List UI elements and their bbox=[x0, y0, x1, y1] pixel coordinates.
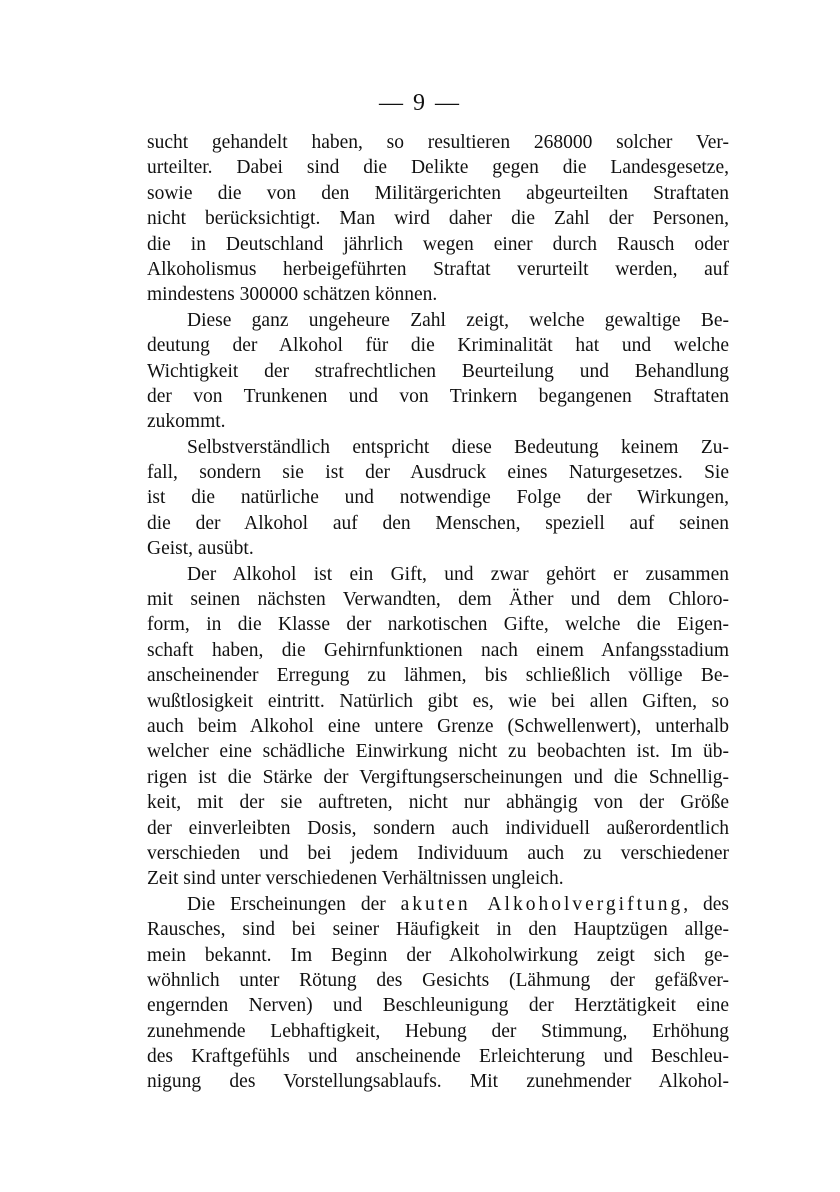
text-line: Alkoholismus herbeigeführten Straftat verurteilt werden, auf bbox=[147, 258, 729, 280]
text-line: die in Deutschland jährlich wegen einer durch Rausch oder bbox=[147, 233, 729, 255]
text-line: keit, mit der sie auftreten, nicht nur abhängig von der Größe bbox=[147, 792, 729, 814]
text-line: anscheinender Erregung zu lähmen, bis schließlich völlige Be- bbox=[147, 665, 729, 687]
text-line: Wichtigkeit der strafrechtlichen Beurteilung und Behandlung bbox=[147, 360, 729, 382]
text-line: zunehmende Lebhaftigkeit, Hebung der Stimmung, Erhöhung bbox=[147, 1020, 729, 1042]
text-line: Selbstverständlich entspricht diese Bedeutung keinem Zu- bbox=[187, 436, 729, 458]
text-line: rigen ist die Stärke der Vergiftungserscheinungen und die Schnellig- bbox=[147, 766, 729, 788]
text-line: die der Alkohol auf den Menschen, speziell auf seinen bbox=[147, 512, 729, 534]
text-line: nigung des Vorstellungsablaufs. Mit zunehmender Alkohol- bbox=[147, 1071, 729, 1093]
text-line: mindestens 300000 schätzen können. bbox=[147, 284, 438, 306]
text-line: fall, sondern sie ist der Ausdruck eines Naturgesetzes. Sie bbox=[147, 462, 729, 484]
text-line: sowie die von den Militärgerichten abgeurteilten Straftaten bbox=[147, 182, 729, 204]
text-line: auch beim Alkohol eine untere Grenze (Schwellenwert), unterhalb bbox=[147, 715, 729, 737]
text-line: sucht gehandelt haben, so resultieren 268000 solcher Ver- bbox=[147, 132, 729, 153]
text-line: wußtlosigkeit eintritt. Natürlich gibt es, wie bei allen Giften, so bbox=[147, 690, 729, 712]
text-line: nicht berücksichtigt. Man wird daher die Zahl der Personen, bbox=[147, 208, 729, 230]
text-line: Der Alkohol ist ein Gift, und zwar gehört er zusammen bbox=[187, 563, 729, 585]
text-line: zukommt. bbox=[147, 411, 226, 433]
text-line: Rausches, sind bei seiner Häufigkeit in den Hauptzügen allge- bbox=[147, 919, 729, 941]
text-fragment: Die Erscheinungen der bbox=[187, 893, 386, 915]
text-line: verschieden und bei jedem Individuum auch zu verschiedener bbox=[147, 842, 729, 864]
text-line: mit seinen nächsten Verwandten, dem Äther und dem Chloro- bbox=[147, 589, 729, 611]
page-number: — 9 — bbox=[379, 90, 461, 116]
text-line: der von Trunkenen und von Trinkern begangenen Straftaten bbox=[147, 385, 729, 407]
text-line: ist die natürliche und notwendige Folge der Wirkungen, bbox=[147, 487, 729, 509]
text-line: welcher eine schädliche Einwirkung nicht zu beobachten ist. Im üb- bbox=[147, 741, 729, 763]
text-line: Diese ganz ungeheure Zahl zeigt, welche gewaltige Be- bbox=[187, 309, 729, 331]
text-line: urteilter. Dabei sind die Delikte gegen die Landesgesetze, bbox=[147, 157, 729, 179]
text-line: der einverleibten Dosis, sondern auch individuell außerordentlich bbox=[147, 817, 729, 839]
text-line: Geist, ausübt. bbox=[147, 538, 254, 560]
text-line bbox=[147, 892, 729, 917]
text-line: engernden Nerven) und Beschleunigung der Herztätigkeit eine bbox=[147, 995, 729, 1017]
text-line: form, in die Klasse der narkotischen Gifte, welche die Eigen- bbox=[147, 614, 729, 636]
emphasized-term: akuten Alkoholvergiftung bbox=[400, 893, 684, 915]
text-line: des Kraftgefühls und anscheinende Erleichterung und Beschleu- bbox=[147, 1046, 729, 1068]
text-line: wöhnlich unter Rötung des Gesichts (Lähmung der gefäßver- bbox=[147, 969, 729, 991]
text-fragment: , des bbox=[683, 893, 729, 915]
text-line: Zeit sind unter verschiedenen Verhältnissen ungleich. bbox=[147, 868, 564, 890]
body-text bbox=[147, 130, 729, 1095]
text-line: mein bekannt. Im Beginn der Alkoholwirkung zeigt sich ge- bbox=[147, 944, 729, 966]
text-line: deutung der Alkohol für die Kriminalität hat und welche bbox=[147, 335, 729, 357]
text-line: schaft haben, die Gehirnfunktionen nach einem Anfangsstadium bbox=[147, 639, 729, 661]
